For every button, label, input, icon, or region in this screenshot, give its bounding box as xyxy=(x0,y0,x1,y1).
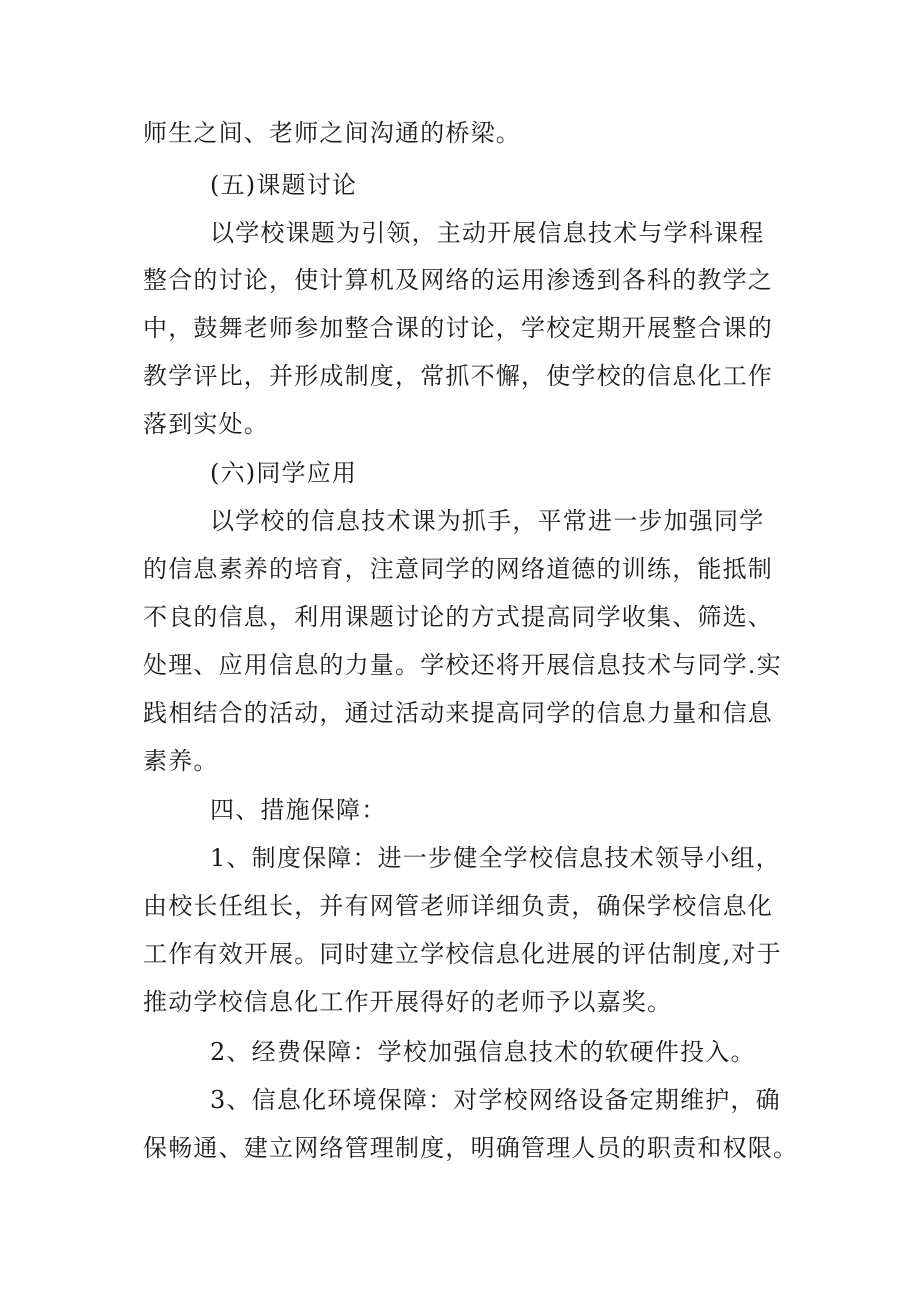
section-heading: 四、措施保障： xyxy=(210,796,387,824)
text-line: 教学评比，并形成制度，常抓不懈，使学校的信息化工作 xyxy=(143,362,773,390)
text-line: 2、经费保障：学校加强信息技术的软硬件投入。 xyxy=(210,1038,756,1066)
section-heading: (五)课题讨论 xyxy=(210,171,358,199)
section-heading: (六)同学应用 xyxy=(210,459,358,487)
text-line: 中，鼓舞老师参加整合课的讨论，学校定期开展整合课的 xyxy=(143,314,773,342)
text-line: 推动学校信息化工作开展得好的老师予以嘉奖。 xyxy=(143,988,673,1016)
text-line: 工作有效开展。同时建立学校信息化进展的评估制度,对于 xyxy=(143,940,782,968)
text-line: 3、信息化环境保障：对学校网络设备定期维护，确 xyxy=(210,1086,781,1114)
text-line: 处理、应用信息的力量。学校还将开展信息技术与同学.实 xyxy=(143,651,782,679)
text-line: 素养。 xyxy=(143,747,219,775)
text-line: 不良的信息，利用课题讨论的方式提高同学收集、筛选、 xyxy=(143,603,773,631)
text-line: 以学校的信息技术课为抓手，平常进一步加强同学 xyxy=(210,507,765,535)
text-line: 的信息素养的培育，注意同学的网络道德的训练，能抵制 xyxy=(143,555,773,583)
text-line: 践相结合的活动，通过活动来提高同学的信息力量和信息 xyxy=(143,699,773,727)
text-line: 1、制度保障：进一步健全学校信息技术领导小组， xyxy=(210,844,781,872)
text-line: 保畅通、建立网络管理制度，明确管理人员的职责和权限。 xyxy=(143,1134,799,1162)
text-line: 落到实处。 xyxy=(143,410,269,438)
text-line: 以学校课题为引领，主动开展信息技术与学科课程 xyxy=(210,219,765,247)
text-line: 由校长任组长，并有网管老师详细负责，确保学校信息化 xyxy=(143,892,773,920)
text-line: 整合的讨论，使计算机及网络的运用渗透到各科的教学之 xyxy=(143,266,773,294)
text-line: 师生之间、老师之间沟通的桥梁。 xyxy=(143,119,521,147)
